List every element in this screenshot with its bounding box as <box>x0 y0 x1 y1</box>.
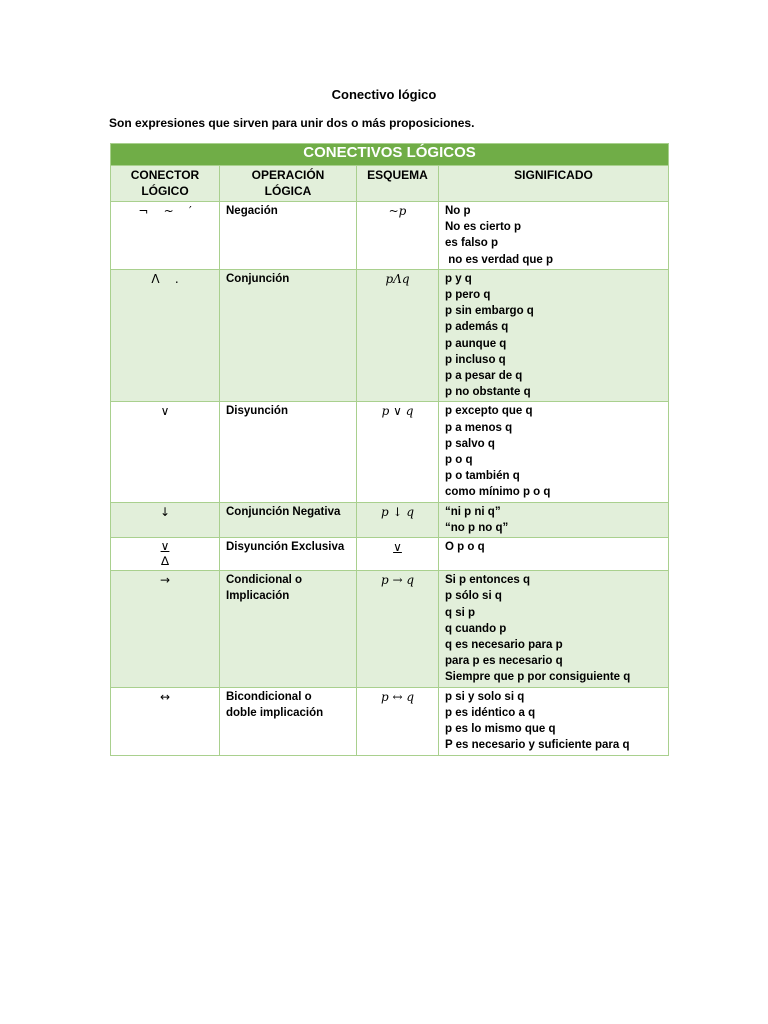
operacion-name <box>220 687 357 755</box>
operacion-name <box>220 538 357 571</box>
significado-line: “no p no q” <box>445 521 509 534</box>
operacion-line: Condicional o <box>226 574 303 587</box>
significado-line: q si p <box>445 606 476 619</box>
conector-stack-top: ∨ <box>160 539 170 554</box>
significado-line: como mínimo p o q <box>445 486 551 499</box>
conector-symbol: ¬ ~ ′ <box>111 202 220 270</box>
conector-symbol: ∨ <box>111 402 220 502</box>
operacion-line: Disyunción Exclusiva <box>226 541 345 554</box>
operacion-name <box>220 269 357 402</box>
table-row <box>111 687 669 755</box>
table-row <box>111 269 669 402</box>
esquema-formula: p ↓ q <box>357 502 439 537</box>
operacion-name <box>220 571 357 687</box>
table-row <box>111 571 669 687</box>
header-esquema: ESQUEMA <box>357 166 439 202</box>
significado-line: Siempre que p por consiguiente q <box>445 671 631 684</box>
significado-list <box>439 502 669 537</box>
significado-line: no es verdad que p <box>445 253 553 266</box>
significado-line: No p <box>445 205 471 217</box>
significado-line: No es cierto p <box>445 221 522 234</box>
operacion-name <box>220 402 357 502</box>
operacion-line: Conjunción <box>226 272 290 285</box>
significado-line: “ni p ni q” <box>445 505 501 518</box>
header-conector <box>111 166 220 202</box>
header-significado: SIGNIFICADO <box>439 166 669 202</box>
conector-symbol: → <box>111 571 220 687</box>
significado-line: p aunque q <box>445 337 507 350</box>
header-conector-line: LÓGICO <box>141 184 189 199</box>
operacion-name <box>220 202 357 270</box>
significado-list <box>439 269 669 402</box>
table-banner: CONECTIVOS LÓGICOS <box>111 144 669 166</box>
significado-line: p pero q <box>445 289 491 302</box>
significado-line: p además q <box>445 321 509 334</box>
significado-list <box>439 202 669 270</box>
operacion-line: Negación <box>226 205 278 217</box>
header-operacion-line: LÓGICA <box>264 184 312 199</box>
significado-line: p incluso q <box>445 353 506 366</box>
esquema-formula: ~p <box>357 202 439 270</box>
operacion-line: Disyunción <box>226 405 288 418</box>
table-row <box>111 402 669 502</box>
significado-list <box>439 538 669 571</box>
significado-line: O p o q <box>445 541 485 554</box>
significado-line: q es necesario para p <box>445 639 563 652</box>
operacion-line: Conjunción Negativa <box>226 505 341 518</box>
significado-line: p excepto que q <box>445 405 533 418</box>
significado-line: p y q <box>445 272 472 285</box>
significado-line: p sólo si q <box>445 590 502 603</box>
significado-line: p sin embargo q <box>445 305 534 318</box>
operacion-line: Implicación <box>226 590 290 603</box>
conector-symbol: Λ . <box>111 269 220 402</box>
table-row <box>111 202 669 270</box>
header-operacion <box>220 166 357 202</box>
significado-line: Si p entonces q <box>445 574 530 587</box>
esquema-symbol: ∨ <box>393 540 402 555</box>
conector-symbol <box>111 538 220 571</box>
esquema-formula <box>357 538 439 571</box>
significado-line: p es lo mismo que q <box>445 723 556 736</box>
significado-line: p a pesar de q <box>445 370 523 383</box>
significado-line: p o q <box>445 454 473 467</box>
significado-line: p o también q <box>445 470 520 483</box>
operacion-name <box>220 502 357 537</box>
significado-line: p a menos q <box>445 421 513 434</box>
header-conector-line: CONECTOR <box>130 168 200 182</box>
table-header-row <box>111 166 669 202</box>
operacion-line: doble implicación <box>226 706 324 719</box>
significado-line: q cuando p <box>445 622 507 635</box>
significado-list <box>439 571 669 687</box>
table-banner-row <box>111 144 669 166</box>
significado-line: p no obstante q <box>445 386 531 399</box>
esquema-formula: pΛq <box>357 269 439 402</box>
conector-symbol: ↔ <box>111 687 220 755</box>
conector-stack-bottom: ∆ <box>160 554 169 569</box>
significado-line: para p es necesario q <box>445 655 563 668</box>
esquema-formula: p ∨ q <box>357 402 439 502</box>
header-operacion-line: OPERACIÓN <box>251 168 325 182</box>
significado-line: P es necesario y suficiente para q <box>445 739 630 752</box>
significado-list <box>439 687 669 755</box>
intro-text: Son expresiones que sirven para unir dos o más proposiciones. <box>109 116 475 130</box>
esquema-formula: p → q <box>357 571 439 687</box>
conector-symbol: ↓ <box>111 502 220 537</box>
table-row <box>111 502 669 537</box>
table-row <box>111 538 669 571</box>
esquema-formula: p ↔ q <box>357 687 439 755</box>
significado-line: es falso p <box>445 237 499 250</box>
conector-stack <box>161 539 170 569</box>
connectives-table <box>110 143 669 756</box>
operacion-line: Bicondicional o <box>226 690 312 703</box>
significado-line: p si y solo si q <box>445 690 525 703</box>
document-title: Conectivo lógico <box>331 87 437 102</box>
significado-line: p salvo q <box>445 437 495 450</box>
significado-list <box>439 402 669 502</box>
significado-line: p es idéntico a q <box>445 706 536 719</box>
